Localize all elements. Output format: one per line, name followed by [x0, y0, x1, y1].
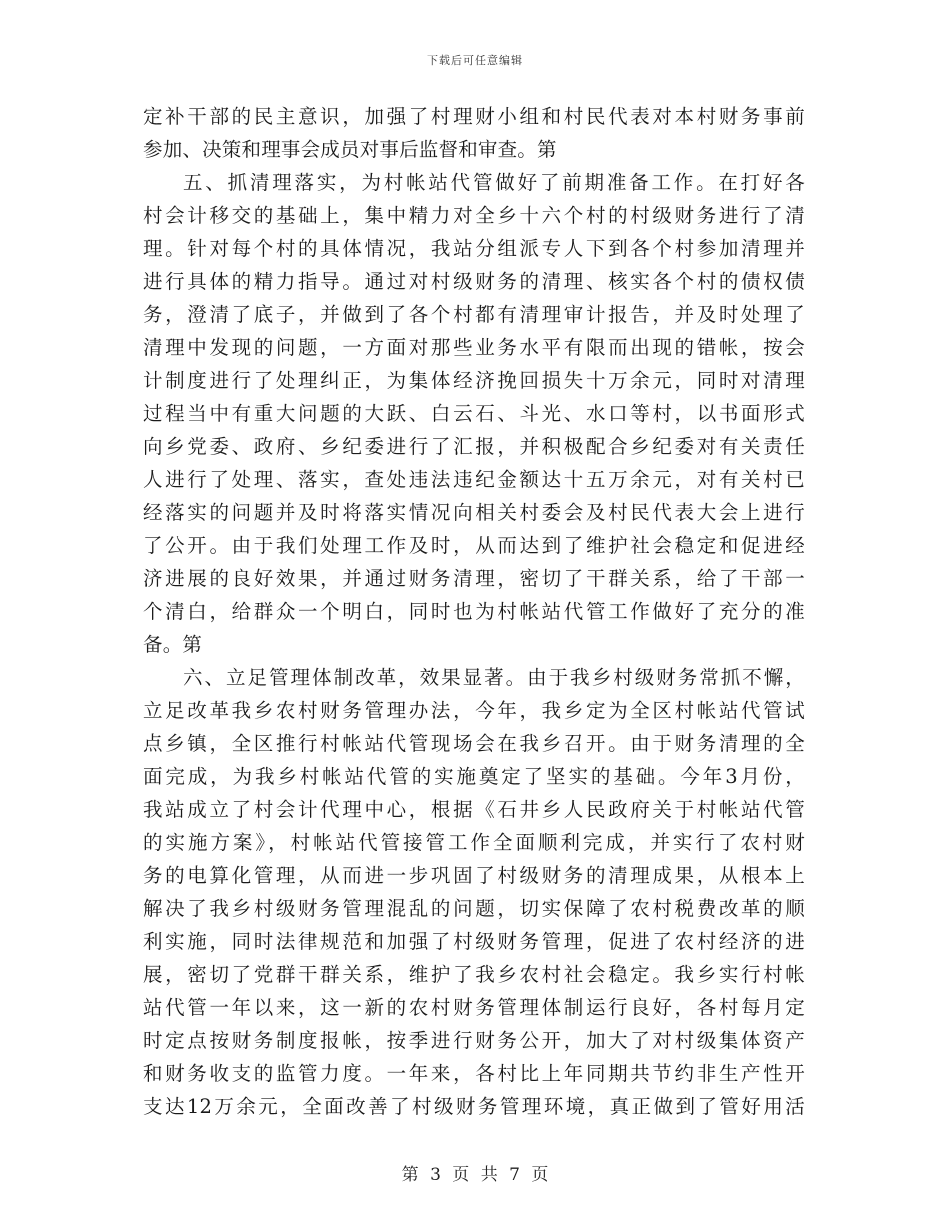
- text-line: 清理中发现的问题，一方面对那些业务水平有限而出现的错帐，按会: [143, 336, 805, 359]
- text-line: 定补干部的民主意识，加强了村理财小组和村民代表对本村财务事前: [143, 105, 805, 128]
- text-line: 立足改革我乡农村财务管理办法，今年，我乡定为全区村帐站代管试: [143, 699, 805, 722]
- text-line: 计制度进行了处理纠正，为集体经济挽回损失十万余元，同时对清理: [143, 369, 805, 392]
- text-line: 我站成立了村会计代理中心，根据《石井乡人民政府关于村帐站代管: [143, 798, 805, 821]
- paragraph-continuation: [143, 100, 805, 166]
- text-line: 务的电算化管理，从而进一步巩固了村级财务的清理成果，从根本上: [143, 864, 805, 887]
- text-line: 了公开。由于我们处理工作及时，从而达到了维护社会稳定和促进经: [143, 534, 805, 557]
- text-line: 时定点按财务制度报帐，按季进行财务公开，加大了对村级集体资产: [143, 1029, 805, 1052]
- paragraph-section-five: [143, 166, 805, 661]
- text-line: 进行具体的精力指导。通过对村级财务的清理、核实各个村的债权债: [143, 270, 805, 293]
- text-line: 解决了我乡村级财务管理混乱的问题，切实保障了农村税费改革的顺: [143, 897, 805, 920]
- text-line: 济进展的良好效果，并通过财务清理，密切了干群关系，给了干部一: [143, 567, 805, 590]
- text-line: 人进行了处理、落实，查处违法违纪金额达十五万余元，对有关村已: [143, 468, 805, 491]
- text-line: 村会计移交的基础上，集中精力对全乡十六个村的村级财务进行了清: [143, 204, 805, 227]
- text-line: 务，澄清了底子，并做到了各个村都有清理审计报告，并及时处理了: [143, 303, 805, 326]
- document-body: [143, 100, 805, 1123]
- text-line: 个清白，给群众一个明白，同时也为村帐站代管工作做好了充分的准: [143, 600, 805, 623]
- text-line: 面完成，为我乡村帐站代管的实施奠定了坚实的基础。今年3月份，: [143, 765, 805, 788]
- text-line: 利实施，同时法律规范和加强了村级财务管理，促进了农村经济的进: [143, 930, 805, 953]
- text-line: 六、立足管理体制改革，效果显著。由于我乡村级财务常抓不懈，: [183, 666, 805, 689]
- text-line: 点乡镇，全区推行村帐站代管现场会在我乡召开。由于财务清理的全: [143, 732, 805, 755]
- text-line: 理。针对每个村的具体情况，我站分组派专人下到各个村参加清理并: [143, 237, 805, 260]
- text-line: 过程当中有重大问题的大跃、白云石、斗光、水口等村，以书面形式: [143, 402, 805, 425]
- text-line: 的实施方案》，村帐站代管接管工作全面顺利完成，并实行了农村财: [143, 831, 805, 854]
- text-line: 五、抓清理落实，为村帐站代管做好了前期准备工作。在打好各: [183, 171, 805, 194]
- text-line: 备。第: [143, 633, 203, 656]
- text-line: 参加、决策和理事会成员对事后监督和审查。第: [143, 138, 557, 161]
- page-header: 下载后可任意编辑: [427, 54, 523, 67]
- text-line: 向乡党委、政府、乡纪委进行了汇报，并积极配合乡纪委对有关责任: [143, 435, 805, 458]
- text-line: 展，密切了党群干群关系，维护了我乡农村社会稳定。我乡实行村帐: [143, 963, 805, 986]
- paragraph-section-six: [143, 661, 805, 1123]
- text-line: 经落实的问题并及时将落实情况向相关村委会及村民代表大会上进行: [143, 501, 805, 524]
- text-line: 支达12万余元，全面改善了村级财务管理环境，真正做到了管好用活: [143, 1095, 805, 1118]
- text-line: 和财务收支的监管力度。一年来，各村比上年同期共节约非生产性开: [143, 1062, 805, 1085]
- page-number: 第 3 页 共 7 页: [401, 1165, 549, 1185]
- text-line: 站代管一年以来，这一新的农村财务管理体制运行良好，各村每月定: [143, 996, 805, 1019]
